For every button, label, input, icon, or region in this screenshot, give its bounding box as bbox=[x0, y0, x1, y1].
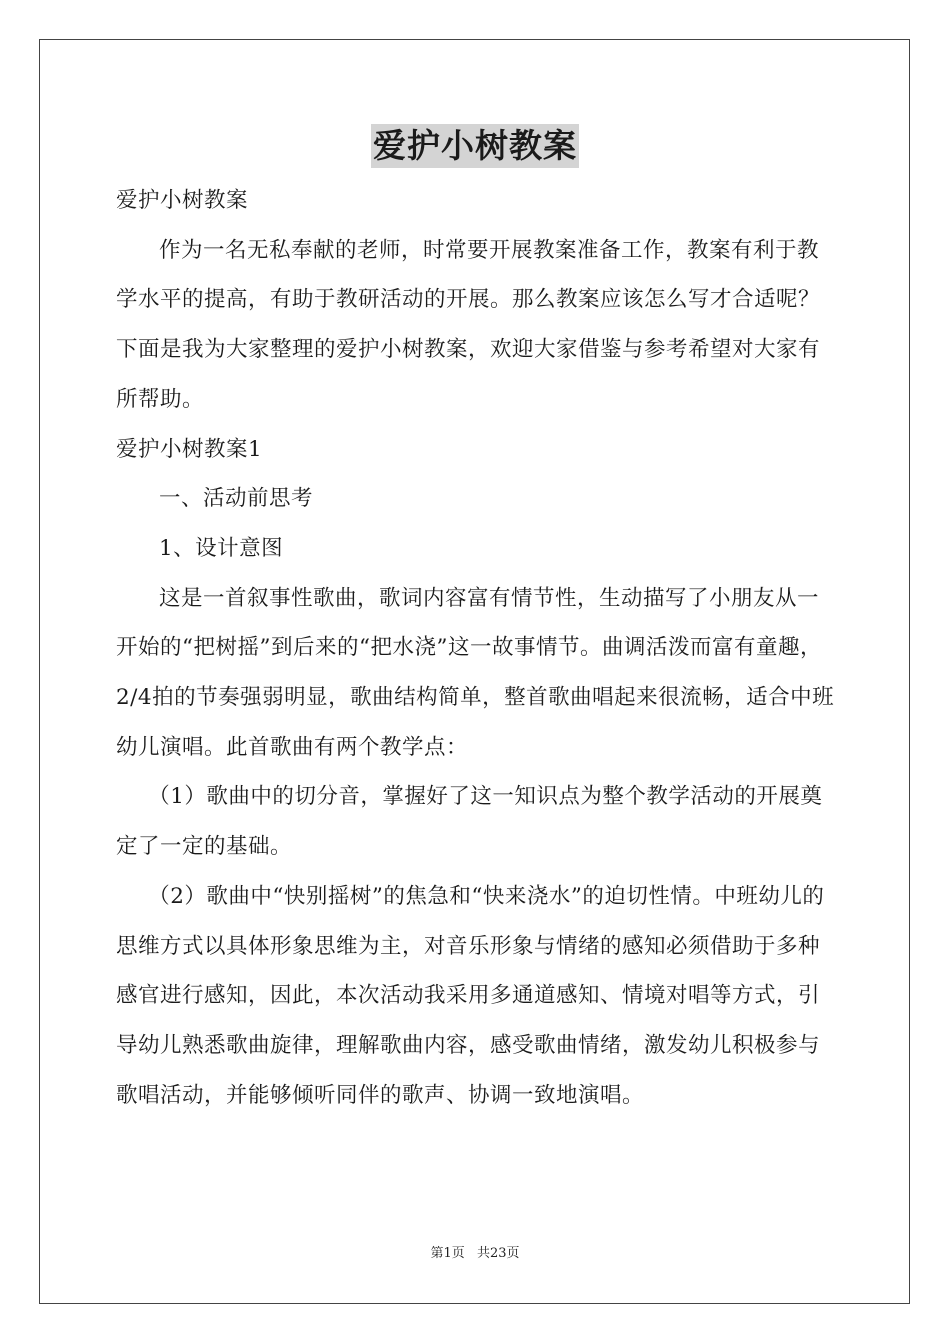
total-pages: 共23页 bbox=[476, 1246, 520, 1261]
paragraph-section-heading: 爱护小树教案1 bbox=[116, 436, 263, 462]
paragraph-heading-1: 一、活动前思考 bbox=[159, 486, 314, 512]
document-body bbox=[116, 176, 840, 1120]
document-title: 爱护小树教案 bbox=[371, 124, 579, 168]
paragraph-point-1: （1）歌曲中的切分音，掌握好了这一知识点为整个教学活动的开展奠定了一定的基础。 bbox=[116, 784, 823, 860]
paragraph-subtitle: 爱护小树教案 bbox=[116, 188, 249, 213]
paragraph-design-intent: 这是一首叙事性歌曲，歌词内容富有情节性，生动描写了小朋友从一开始的“把树摇”到后来的“把水浇”这一故事情节。曲调活泼而富有童趣，2/4拍的节奏强弱明显，歌曲结构简单，整首歌曲唱起来很流畅，适合中班幼儿演唱。此首歌曲有两个教学点： bbox=[116, 585, 835, 760]
paragraph-intro: 作为一名无私奉献的老师，时常要开展教案准备工作，教案有利于教学水平的提高，有助于教研活动的开展。那么教案应该怎么写才合适呢？下面是我为大家整理的爱护小树教案，欢迎大家借鉴与参考希望对大家有所帮助。 bbox=[116, 237, 821, 412]
page-number: 第1页 bbox=[430, 1246, 465, 1261]
paragraph-point-2: （2）歌曲中“快别摇树”的焦急和“快来浇水”的迫切性情。中班幼儿的思维方式以具体形象思维为主，对音乐形象与情绪的感知必须借助于多种感官进行感知，因此，本次活动我采用多通道感知、情境对唱等方式，引导幼儿熟悉歌曲旋律，理解歌曲内容，感受歌曲情绪，激发幼儿积极参与歌唱活动，并能够倾听同伴的歌声、协调一致地演唱。 bbox=[116, 883, 825, 1108]
title-container bbox=[0, 124, 950, 168]
paragraph-heading-2: 1、设计意图 bbox=[159, 535, 284, 561]
page-footer bbox=[0, 1242, 950, 1261]
